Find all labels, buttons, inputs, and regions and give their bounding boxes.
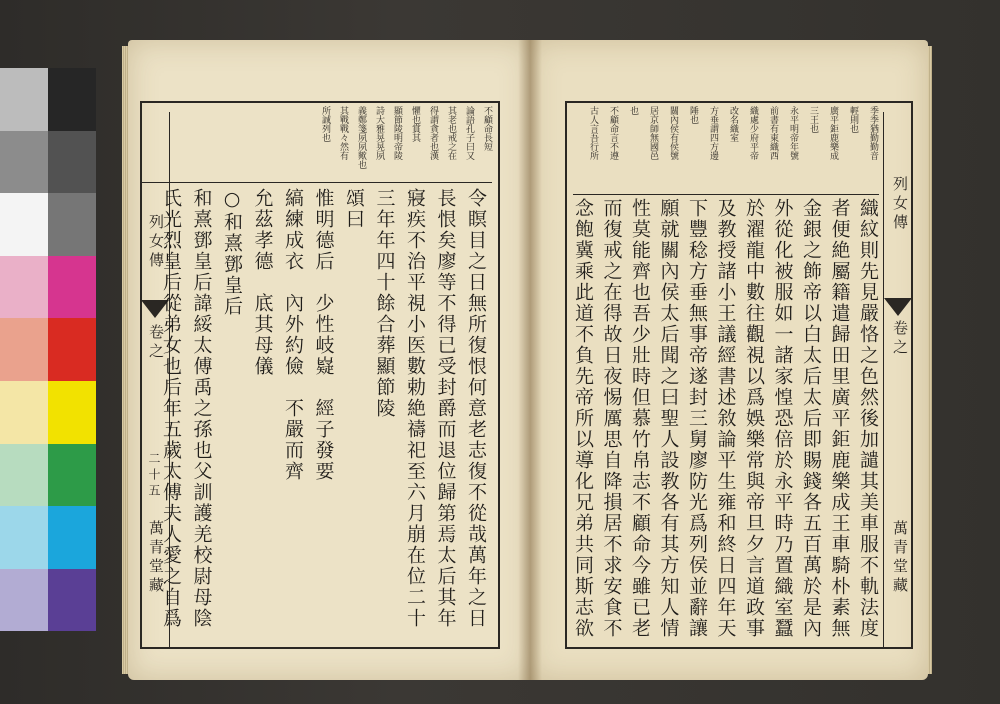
text-column: 者便絶屬籍遣歸田里廣平鉅鹿樂成王車騎朴素無 (828, 198, 851, 639)
color-checker-swatch (0, 256, 48, 319)
color-checker-swatch (0, 506, 48, 569)
color-checker-swatch (0, 381, 48, 444)
right-fish-tail-mark (884, 298, 912, 316)
annotation-column: 詩大雅晃晃夙 (374, 106, 384, 160)
annotation-column: 陲也 (688, 106, 698, 124)
annotation-column: 織處少府平帝 (748, 106, 758, 160)
annotation-column: 改名織室 (728, 106, 738, 142)
annotation-column: 永平明帝年號 (788, 106, 798, 160)
text-column: 和熹鄧皇后諱綏太傅禹之孫也父訓護羌校尉母陰 (190, 188, 213, 629)
right-margin-publisher: 萬青堂藏 (891, 520, 909, 596)
annotation-column: 不顧命言不遵 (608, 106, 618, 160)
text-column: 外從化被服如一諸家惶恐倍於永平時乃置織室蠶 (771, 198, 794, 639)
annotation-column: 也 (628, 106, 638, 115)
text-column: 惟明德后 少性岐嶷 經子發要 (312, 188, 335, 482)
annotation-column: 其戰戰々然有 (338, 106, 348, 160)
color-checker-swatch (0, 318, 48, 381)
left-note-divider (140, 182, 492, 183)
annotation-column: 顯節陵明帝陵 (392, 106, 402, 160)
color-checker-swatch (0, 444, 48, 507)
annotation-column: 古人言吾行所 (588, 106, 598, 160)
annotation-column: 懼也賞其 (410, 106, 420, 142)
text-column: 願就關內侯太后聞之曰聖人設教各有其方知人情 (657, 198, 680, 639)
text-column: ○和熹鄧皇后 (221, 188, 243, 317)
annotation-column: 季季猶勤勤音 (868, 106, 878, 160)
color-checker-swatch (0, 131, 48, 194)
annotation-column: 所誠列也 (320, 106, 330, 142)
color-checker-swatch (48, 131, 96, 194)
text-column: 織紋則先見嚴恪之色然後加譴其美車服不軌法度 (857, 198, 879, 639)
left-margin-volume: 卷之 (147, 324, 165, 362)
color-checker-swatch (48, 381, 96, 444)
right-note-divider (573, 194, 879, 195)
text-column: 氏光烈皇后從弟女也后年五歲太傅夫人愛之自爲 (160, 188, 182, 629)
text-column: 下豐稔方垂無事帝遂封三舅廖防光爲列侯並辭讓 (686, 198, 708, 639)
text-column: 三年年四十餘合葬顯節陵 (373, 188, 396, 419)
text-column: 令瞑目之日無所復恨何意老志復不從哉萬年之日 (465, 188, 487, 629)
text-column: 縞練成衣 內外約儉 不嚴而齊 (282, 188, 304, 482)
color-checker-swatch (48, 256, 96, 319)
annotation-column: 三王也 (808, 106, 818, 133)
annotation-column: 關內侯有侯號 (668, 106, 678, 160)
annotation-column: 輕則也 (848, 106, 858, 133)
annotation-column: 不顧命長短 (482, 106, 492, 151)
left-margin-page-number: 二十五 (147, 452, 161, 500)
left-margin-publisher: 萬青堂藏 (147, 520, 165, 596)
color-checker-swatch (48, 506, 96, 569)
text-column: 而復戒之在得故日夜惕厲思自降損居不求安食不 (600, 198, 623, 639)
annotation-column: 其老也戒之在 (446, 106, 456, 160)
text-column: 長恨矣廖等不得已受封爵而退位歸第焉太后其年 (434, 188, 457, 629)
left-margin-title: 列女傳 (147, 214, 165, 271)
annotation-column: 方垂謂四方邊 (708, 106, 718, 160)
right-margin-title: 列女傳 (891, 176, 909, 233)
annotation-column: 前書有東織西 (768, 106, 778, 160)
text-column: 性莫能齊也吾少壯時但慕竹帛志不顧命今雖已老 (629, 198, 651, 639)
color-checker-swatch (48, 569, 96, 632)
right-margin-volume: 卷之 (891, 320, 909, 358)
annotation-column: 論語孔子曰又 (464, 106, 474, 160)
text-column: 於濯龍中數往觀視以爲娛樂常與帝旦夕言道政事 (743, 198, 765, 639)
text-column: 寢疾不治平視小医數勅絶禱祀至六月崩在位二十 (404, 188, 426, 629)
annotation-column: 義鄭箋夙夙歟也 (356, 106, 366, 169)
text-column: 金銀之飾帝以白太后太后即賜錢各五百萬於是內 (800, 198, 822, 639)
text-column: 允茲孝德 底其母儀 (251, 188, 274, 377)
color-checker-swatch (48, 444, 96, 507)
color-checker-swatch (48, 318, 96, 381)
annotation-column: 居京師無國邑 (648, 106, 658, 160)
text-column: 及教授諸小王議經書述敘論平生雍和終日四年天 (714, 198, 737, 639)
color-checker-swatch (48, 68, 96, 131)
color-checker-strip (0, 68, 96, 632)
text-column: 頌曰 (343, 188, 365, 230)
color-checker-swatch (48, 193, 96, 256)
annotation-column: 廣平鉅鹿樂成 (828, 106, 838, 160)
annotation-column: 得謂貪者也漢 (428, 106, 438, 160)
color-checker-swatch (0, 68, 48, 131)
color-checker-swatch (0, 569, 48, 632)
color-checker-swatch (0, 193, 48, 256)
book-spine (518, 40, 542, 680)
text-column: 念飽冀乘此道不負先帝所以導化兄弟共同斯志欲 (572, 198, 594, 639)
